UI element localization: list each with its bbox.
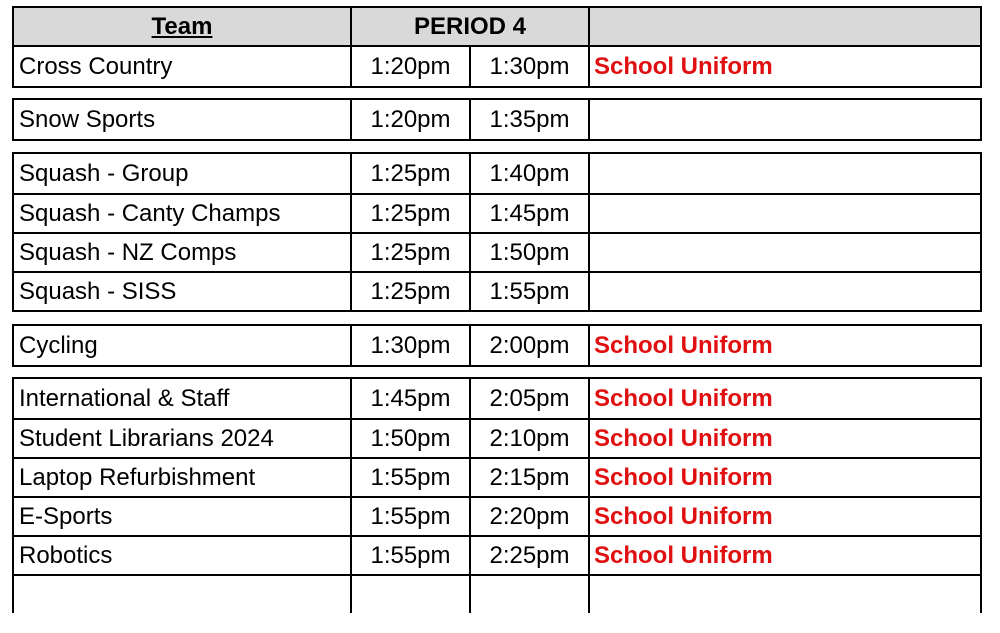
schedule-block — [12, 98, 982, 141]
note-cell: School Uniform — [594, 384, 773, 412]
schedule-block — [12, 324, 982, 367]
start-time-cell: 1:25pm — [352, 273, 471, 310]
note-cell — [590, 576, 980, 613]
end-time-cell: 1:35pm — [471, 100, 590, 139]
end-time-cell: 2:10pm — [471, 420, 590, 457]
start-time-cell: 1:25pm — [352, 154, 471, 193]
team-cell: Student Librarians 2024 — [14, 420, 352, 457]
note-cell — [590, 100, 980, 139]
header-team: Team — [14, 8, 352, 45]
schedule-block — [12, 152, 982, 312]
start-time-cell: 1:20pm — [352, 47, 471, 86]
start-time-cell: 1:25pm — [352, 234, 471, 271]
note-cell — [590, 234, 980, 271]
end-time-cell — [471, 576, 590, 613]
table-row — [14, 418, 980, 457]
start-time-cell — [352, 576, 471, 613]
team-cell: Squash - Group — [14, 154, 352, 193]
note-cell: School Uniform — [594, 52, 773, 80]
team-cell — [14, 576, 352, 613]
note-cell: School Uniform — [594, 541, 773, 569]
table-row — [14, 232, 980, 271]
table-row — [14, 574, 980, 613]
schedule-block — [12, 377, 982, 613]
end-time-cell: 2:15pm — [471, 459, 590, 496]
end-time-cell: 1:30pm — [471, 47, 590, 86]
start-time-cell: 1:50pm — [352, 420, 471, 457]
end-time-cell: 2:20pm — [471, 498, 590, 535]
table-row — [14, 271, 980, 310]
start-time-cell: 1:55pm — [352, 498, 471, 535]
team-cell: Cycling — [14, 326, 352, 365]
note-cell: School Uniform — [594, 502, 773, 530]
note-cell: School Uniform — [594, 424, 773, 452]
team-cell: Cross Country — [14, 47, 352, 86]
note-cell: School Uniform — [594, 463, 773, 491]
header-period: PERIOD 4 — [352, 8, 590, 45]
end-time-cell: 2:00pm — [471, 326, 590, 365]
header-note — [590, 8, 980, 45]
table-header — [12, 6, 982, 47]
table-row — [14, 326, 980, 365]
table-row — [14, 193, 980, 232]
end-time-cell: 1:50pm — [471, 234, 590, 271]
start-time-cell: 1:20pm — [352, 100, 471, 139]
table-row — [14, 154, 980, 193]
start-time-cell: 1:55pm — [352, 537, 471, 574]
end-time-cell: 1:45pm — [471, 195, 590, 232]
table-row — [14, 47, 980, 86]
note-cell — [590, 154, 980, 193]
table-row — [14, 457, 980, 496]
start-time-cell: 1:30pm — [352, 326, 471, 365]
table-row — [14, 100, 980, 139]
table-row — [14, 379, 980, 418]
table-row — [14, 496, 980, 535]
start-time-cell: 1:45pm — [352, 379, 471, 418]
team-cell: Squash - NZ Comps — [14, 234, 352, 271]
end-time-cell: 2:05pm — [471, 379, 590, 418]
team-cell: Laptop Refurbishment — [14, 459, 352, 496]
team-cell: Squash - Canty Champs — [14, 195, 352, 232]
header-row — [14, 8, 980, 45]
team-cell: Squash - SISS — [14, 273, 352, 310]
note-cell: School Uniform — [594, 331, 773, 359]
end-time-cell: 2:25pm — [471, 537, 590, 574]
start-time-cell: 1:25pm — [352, 195, 471, 232]
note-cell — [590, 273, 980, 310]
note-cell — [590, 195, 980, 232]
start-time-cell: 1:55pm — [352, 459, 471, 496]
table-row — [14, 535, 980, 574]
schedule-block — [12, 45, 982, 88]
team-cell: Robotics — [14, 537, 352, 574]
team-cell: Snow Sports — [14, 100, 352, 139]
team-cell: International & Staff — [14, 379, 352, 418]
end-time-cell: 1:55pm — [471, 273, 590, 310]
team-cell: E-Sports — [14, 498, 352, 535]
end-time-cell: 1:40pm — [471, 154, 590, 193]
